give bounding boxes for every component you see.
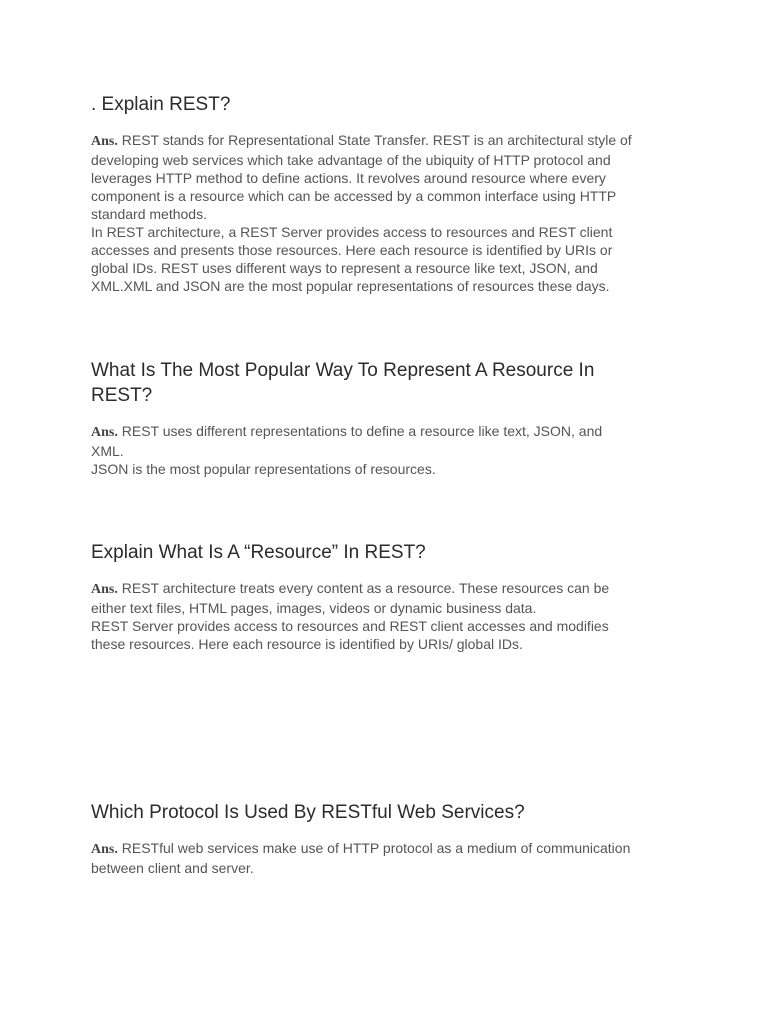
answer-text xyxy=(91,131,691,295)
answer-line: JSON is the most popular representations of resources. xyxy=(91,461,436,477)
answer-line: accesses and presents those resources. Here each resource is identified by URIs or xyxy=(91,242,613,258)
qa-section-explain-rest xyxy=(91,92,691,295)
answer-line: Ans. RESTful web services make use of HTTP protocol as a medium of communication xyxy=(91,840,631,857)
question-heading: What Is The Most Popular Way To Represent A Resource In REST? xyxy=(91,360,595,406)
qa-section-popular-representation xyxy=(91,358,691,478)
answer-line: between client and server. xyxy=(91,860,254,876)
answer-line: XML.XML and JSON are the most popular representations of resources these days. xyxy=(91,278,610,294)
answer-line: Ans. REST stands for Representational State Transfer. REST is an architectural style of xyxy=(91,132,632,149)
ans-label: Ans. xyxy=(91,425,118,440)
answer-text xyxy=(91,422,691,478)
ans-label: Ans. xyxy=(91,134,118,149)
answer-text xyxy=(91,579,691,653)
answer-line: In REST architecture, a REST Server provides access to resources and REST client xyxy=(91,224,613,240)
ans-label: Ans. xyxy=(91,842,118,857)
question-heading: Which Protocol Is Used By RESTful Web Services? xyxy=(91,802,525,823)
answer-line: REST Server provides access to resources and REST client accesses and modifies xyxy=(91,618,609,634)
question-heading: Explain What Is A “Resource” In REST? xyxy=(91,542,426,563)
answer-line: standard methods. xyxy=(91,206,207,222)
answer-line: Ans. REST architecture treats every content as a resource. These resources can be xyxy=(91,580,610,597)
ans-label: Ans. xyxy=(91,582,118,597)
answer-line: leverages HTTP method to define actions. It revolves around resource where every xyxy=(91,170,606,186)
answer-line: global IDs. REST uses different ways to represent a resource like text, JSON, and xyxy=(91,260,598,276)
qa-section-resource xyxy=(91,540,691,653)
qa-section-protocol xyxy=(91,800,691,877)
answer-line: these resources. Here each resource is identified by URIs/ global IDs. xyxy=(91,636,523,652)
answer-line: developing web services which take advantage of the ubiquity of HTTP protocol and xyxy=(91,152,611,168)
answer-line: Ans. REST uses different representations to define a resource like text, JSON, and xyxy=(91,423,603,440)
answer-line: component is a resource which can be accessed by a common interface using HTTP xyxy=(91,188,617,204)
question-heading: . Explain REST? xyxy=(91,94,231,115)
answer-text xyxy=(91,839,691,877)
answer-line: either text files, HTML pages, images, videos or dynamic business data. xyxy=(91,600,537,616)
answer-line: XML. xyxy=(91,443,124,459)
